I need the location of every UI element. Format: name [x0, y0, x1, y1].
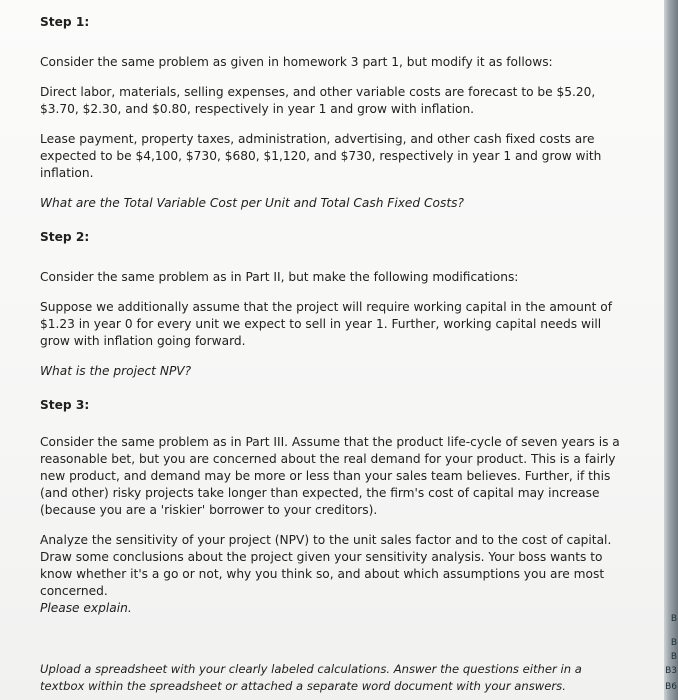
step3-context: Consider the same problem as in Part III. Assume that the product life-cycle of seven years is a reasonable bet, but you are concerned about the real demand for your product. This is a fairly new product, and demand may be more or less than your sales team believes. Further, if this (and other) risky projects take longer than expected, the firm's cost of capital may increase (because you are a 'riskier' borrower to your creditors).: [40, 435, 620, 517]
step1-variable-costs: Direct labor, materials, selling expenses, and other variable costs are forecast to be $5.20, $3.70, $2.30, and $0.80, respectively in year 1 and grow with inflation.: [40, 85, 596, 116]
step3-task: Analyze the sensitivity of your project (NPV) to the unit sales factor and to the cost of capital. Draw some conclusions about the project given your sensitivity analysis. Your boss wants to know whether it's a go or not, why you think so, and about which assumptions you are most concerned.: [40, 533, 612, 598]
step1-intro: Consider the same problem as given in homework 3 part 1, but modify it as follows:: [40, 55, 553, 69]
page-edge-strip: [664, 0, 678, 700]
edge-fragment: B: [670, 652, 677, 662]
step2-intro: Consider the same problem as in Part II, but make the following modifications:: [40, 270, 519, 284]
step1-heading: Step 1:: [40, 15, 90, 29]
step1-fixed-costs: Lease payment, property taxes, administration, advertising, and other cash fixed costs are expected to be $4,100, $730, $680, $1,120, and $730, respectively in year 1 and grow with inflation.: [40, 132, 602, 180]
document-body: [40, 14, 620, 695]
step2-heading: Step 2:: [40, 230, 90, 244]
step2-question: What is the project NPV?: [40, 364, 192, 378]
step3-explain: Please explain.: [40, 601, 132, 615]
edge-fragment: B6: [665, 682, 677, 692]
edge-fragment: B: [670, 614, 677, 624]
step1-question: What are the Total Variable Cost per Unit and Total Cash Fixed Costs?: [40, 196, 464, 210]
edge-fragment: B: [670, 638, 677, 648]
step3-heading: Step 3:: [40, 398, 90, 412]
edge-fragment: B3: [665, 666, 677, 676]
step2-working-capital: Suppose we additionally assume that the project will require working capital in the amount of $1.23 in year 0 for every unit we expect to sell in year 1. Further, working capital needs will grow with inflation going forward.: [40, 300, 612, 348]
upload-instructions: Upload a spreadsheet with your clearly labeled calculations. Answer the questions either in a textbox within the spreadsheet or attached a separate word document with your answers.: [40, 662, 582, 693]
